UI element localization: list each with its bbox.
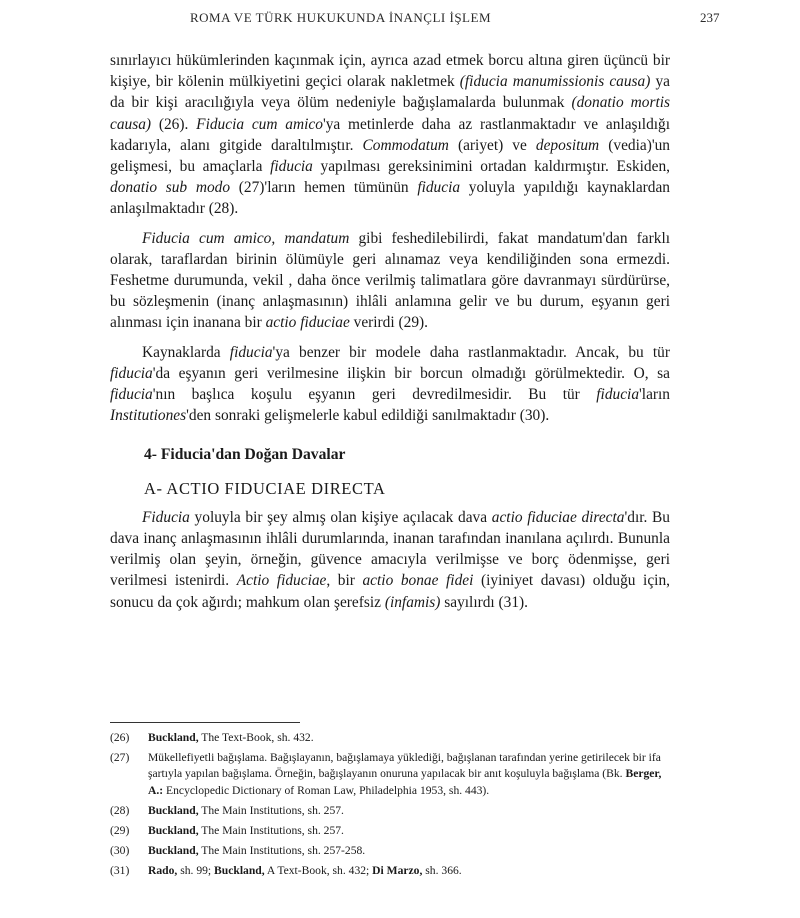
- latin-term: fiducia: [229, 343, 273, 361]
- latin-term: actio bonae fidei: [362, 572, 474, 590]
- footnote-text: The Text-Book, sh. 432.: [198, 731, 314, 744]
- section-heading: 4- Fiducia'dan Doğan Davalar: [144, 446, 346, 464]
- footnote-text: Mükellefiyetli bağışlama. Bağışlayanın, bağışlamaya yüklediği, bağışlanan tarafından yerine getirilecek bir ifa şartıyla yapılan bağışlama. Örneğin, bağışlayanın onuruna yapılacak bir anıt koşuluyla bağışlama (Bk.: [148, 751, 661, 781]
- footnote-number: (31): [110, 864, 130, 878]
- latin-term: fiducia: [596, 386, 640, 404]
- footnote-number: (28): [110, 803, 130, 817]
- text-run: (26).: [151, 115, 197, 133]
- latin-term: Institutiones: [110, 407, 187, 425]
- latin-term: actio fiduciae: [265, 314, 350, 332]
- text-run: yapılması gereksinimini ortadan kaldırmıştır. Eskiden,: [312, 158, 670, 176]
- latin-term: (donatio mortis causa): [110, 94, 670, 133]
- text-run: 'ların: [639, 386, 670, 404]
- latin-term: depositum: [535, 136, 600, 154]
- latin-term: fiducia: [110, 386, 153, 404]
- running-title: ROMA VE TÜRK HUKUKUNDA İNANÇLI İŞLEM: [190, 10, 491, 25]
- text-run: 'nın başlıca koşulu eşyanın geri devredilmesidir. Bu tür: [152, 386, 597, 404]
- text-run: 'den sonraki gelişmelerle kabul edildiği sanılmaktadır (30).: [186, 407, 550, 425]
- footnote-number: (30): [110, 844, 130, 858]
- latin-term: Actio fiduciae: [236, 572, 327, 590]
- latin-term: fiducia: [270, 158, 313, 176]
- text-run: verirdi (29).: [349, 314, 428, 332]
- footnote-text: Encyclopedic Dictionary of Roman Law, Philadelphia 1953, sh. 443).: [163, 783, 490, 797]
- footnote-author: Buckland,: [148, 803, 199, 817]
- footnote-text: The Main Institutions, sh. 257-258.: [198, 844, 366, 858]
- footnote-author: Buckland,: [148, 731, 199, 744]
- text-run: , bir: [326, 572, 363, 590]
- paragraph-2: [110, 228, 670, 334]
- footnote-text: The Main Institutions, sh. 257.: [198, 803, 344, 817]
- paragraph-1: [110, 50, 670, 220]
- footnote-author: Rado,: [148, 864, 178, 878]
- text-run: 'ya metinlerde daha az rastlanmaktadır ve anlaşıldığı kadarıyla, alanı gitgide daraltılmıştır.: [110, 115, 671, 154]
- text-run: 'ya benzer bir modele daha rastlanmaktadır. Ancak, bu tür: [272, 343, 670, 361]
- paragraph-4: [110, 507, 670, 613]
- latin-term: actio fiduciae directa: [491, 508, 625, 526]
- latin-term: donatio sub modo: [110, 179, 231, 197]
- text-run: gibi feshedilebilirdi, fakat mandatum'dan farklı olarak, taraflardan birinin ölümüyle geri alınamaz veya kendiliğinden sona ermezdi. Feshetme durumunda, vekil , daha önce verilmiş talimatlara göre davranmayı sürdürürse, bu sözleşmenin (inanç anlaşmasının) ihlâli anlamına gelir ve bu durum, eşyanın geri alınması için inanana bir: [110, 229, 670, 332]
- footnote-29: [110, 823, 670, 839]
- footnote-number: (26): [110, 731, 130, 744]
- footnote-26: [110, 730, 670, 746]
- text-run: (iyiniyet davası) olduğu için, sonucu da çok ağırdı; mahkum olan şerefsiz: [110, 572, 670, 611]
- footnote-27: [110, 750, 670, 799]
- footnote-author: Berger, A.:: [148, 767, 662, 797]
- footnote-text: sh. 99;: [177, 864, 215, 878]
- latin-term: Fiducia cum amico: [196, 115, 323, 133]
- text-run: sayılırdı (31).: [440, 593, 529, 611]
- text-run: 'dır. Bu dava inanç anlaşmasının ihlâli durumlarında, inanan tarafından inanılana açılırdı. Bununla verilmiş olan şeyin, örneğin, güvence amacıyla verilmişse ve borç ödenmişse, geri verilmesi istenirdi.: [110, 508, 670, 590]
- latin-term: fiducia: [417, 179, 461, 197]
- footnote-number: (27): [110, 751, 130, 765]
- footnote-number: (29): [110, 824, 130, 838]
- text-run: yoluyla yapıldığı kaynaklardan anlaşılmaktadır (28).: [110, 179, 670, 218]
- footnote-author: Buckland,: [214, 864, 265, 878]
- footnote-31: [110, 863, 670, 879]
- paragraph-3: [110, 342, 670, 427]
- text-run: yoluyla bir şey almış olan kişiye açılacak dava: [189, 508, 492, 526]
- text-run: ya da bir kişi aracılığıyla veya ölüm nedeniyle bağışlamalarda bulunmak: [110, 73, 670, 112]
- footnote-author: Buckland,: [148, 824, 199, 838]
- text-run: 'da eşyanın geri verilmesine ilişkin bir borcun olmadığı görülmektedir. O, sa: [152, 364, 670, 382]
- latin-term: Fiducia: [142, 508, 190, 526]
- subsection-heading: A- ACTIO FIDUCIAE DIRECTA: [144, 478, 386, 498]
- footnotes: [110, 730, 670, 884]
- text-run: (ariyet) ve: [448, 136, 536, 154]
- running-header: [0, 10, 800, 32]
- text-run: sınırlayıcı hükümlerinden kaçınmak için, ayrıca azad etmek borcu altına giren üçüncü bir kişiye, bir kölenin mülkiyetini geçici olarak nakletmek: [110, 52, 670, 91]
- body-text: [110, 50, 670, 613]
- latin-term: Fiducia cum amico, mandatum: [142, 229, 350, 247]
- footnote-author: Buckland,: [148, 844, 199, 858]
- footnote-30: [110, 843, 670, 859]
- latin-term: (infamis): [384, 593, 441, 611]
- footnote-text: A Text-Book, sh. 432;: [264, 864, 373, 878]
- footnote-rule: [110, 722, 300, 723]
- footnote-text: sh. 366.: [422, 864, 462, 878]
- latin-term: Commodatum: [362, 136, 449, 154]
- latin-term: fiducia: [110, 364, 153, 382]
- text-run: Kaynaklarda: [142, 343, 230, 361]
- footnote-author: Di Marzo,: [372, 864, 423, 878]
- page-number: 237: [700, 10, 720, 25]
- text-run: (27)'ların hemen tümünün: [230, 179, 418, 197]
- text-run: (vedia)'un gelişmesi, bu amaçlarla: [110, 136, 670, 176]
- footnote-28: [110, 803, 670, 819]
- footnote-text: The Main Institutions, sh. 257.: [198, 824, 344, 838]
- latin-term: (fiducia manumissionis causa): [459, 73, 651, 91]
